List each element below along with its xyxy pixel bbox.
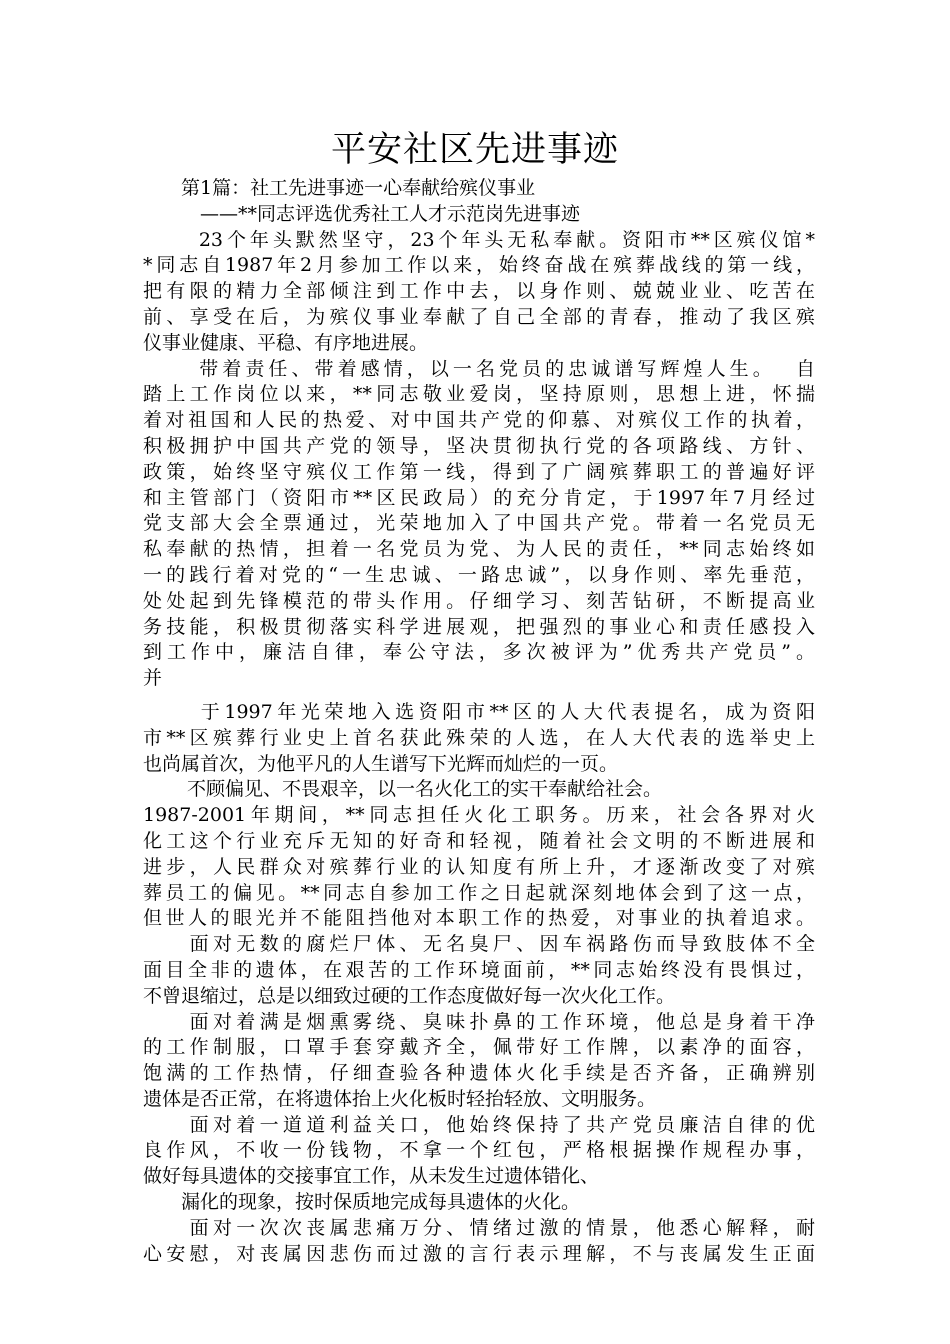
text-line: 遗体是否正常，在将遗体抬上火化板时轻抬轻放、文明服务。 xyxy=(143,1087,657,1110)
text-line: 面对一次次丧属悲痛万分、情绪过激的情景，他悉心解释，耐 xyxy=(143,1216,815,1239)
text-line: 私奉献的热情，担着一名党员为党、为人民的责任，**同志始终如 xyxy=(143,538,815,561)
text-line: 也尚属首次，为他平凡的人生谱写下光辉而灿烂的一页。 xyxy=(143,752,619,775)
document-body xyxy=(143,176,815,1267)
text-line: 第1篇：社工先进事迹一心奉献给殡仪事业 xyxy=(143,177,536,199)
text-line: 前、享受在后，为殡仪事业奉献了自己全部的青春，推动了我区殡 xyxy=(143,305,815,328)
page-title: 平安社区先进事迹 xyxy=(330,130,619,170)
text-line: 一的践行着对党的“一生忠诚、一路忠诚”，以身作则、率先垂范， xyxy=(143,563,815,586)
text-line: 到工作中，廉洁自律，奉公守法，多次被评为”优秀共产党员”。 xyxy=(143,641,815,664)
text-line: 党支部大会全票通过，光荣地加入了中国共产党。带着一名党员无 xyxy=(143,512,815,535)
text-line: 化工这个行业充斥无知的好奇和轻视，随着社会文明的不断进展和 xyxy=(143,829,815,852)
text-line: *同志自1987年2月参加工作以来，始终奋战在殡葬战线的第一线， xyxy=(143,254,815,277)
text-line: 市**区殡葬行业史上首名获此殊荣的人选，在人大代表的选举史上 xyxy=(143,726,815,749)
text-line: 1987-2001年期间，**同志担任火化工职务。历来，社会各界对火 xyxy=(143,804,815,827)
text-line: 处处起到先锋模范的带头作用。仔细学习、刻苦钻研，不断提高业 xyxy=(143,589,815,612)
text-line: 心安慰，对丧属因悲伤而过激的言行表示理解，不与丧属发生正面 xyxy=(143,1242,815,1265)
text-line: 和主管部门（资阳市**区民政局）的充分肯定，于1997年7月经过 xyxy=(143,486,815,509)
text-line: 踏上工作岗位以来，**同志敬业爱岗，坚持原则，思想上进，怀揣 xyxy=(143,383,815,406)
text-line: 不顾偏见、不畏艰辛，以一名火化工的实干奉献给社会。 xyxy=(143,778,663,801)
text-line: 面目全非的遗体，在艰苦的工作环境面前，**同志始终没有畏惧过， xyxy=(143,958,815,981)
text-line: 葬员工的偏见。**同志自参加工作之日起就深刻地体会到了这一点， xyxy=(143,881,815,904)
text-line: 的工作制服，口罩手套穿戴齐全，佩带好工作牌，以素净的面容， xyxy=(143,1036,815,1059)
text-line: 良作风，不收一份钱物，不拿一个红包，严格根据操作规程办事， xyxy=(143,1139,815,1162)
text-line: 于1997年光荣地入选资阳市**区的人大代表提名，成为资阳 xyxy=(143,700,815,723)
text-line: 饱满的工作热情，仔细查验各种遗体火化手续是否齐备，正确辨别 xyxy=(143,1062,815,1085)
text-line: 务技能，积极贯彻落实科学进展观，把强烈的事业心和责任感投入 xyxy=(143,615,815,638)
text-line: 政策，始终坚守殡仪工作第一线，得到了广阔殡葬职工的普遍好评 xyxy=(143,460,815,483)
text-line: 不曾退缩过，总是以细致过硬的工作态度做好每一次火化工作。 xyxy=(143,984,676,1007)
text-line: 漏化的现象，按时保质地完成每具遗体的火化。 xyxy=(143,1191,581,1214)
text-line: 积极拥护中国共产党的领导，坚决贯彻执行党的各项路线、方针、 xyxy=(143,434,815,457)
text-line: 做好每具遗体的交接事宜工作，从未发生过遗体错化、 xyxy=(143,1165,600,1188)
text-line: 23个年头默然坚守，23个年头无私奉献。资阳市**区殡仪馆* xyxy=(143,228,815,251)
text-line: 并 xyxy=(143,667,163,690)
text-line: 面对着满是烟熏雾绕、臭味扑鼻的工作环境，他总是身着干净 xyxy=(143,1010,815,1033)
text-line: 把有限的精力全部倾注到工作中去，以身作则、兢兢业业、吃苦在 xyxy=(143,280,815,303)
text-line: 仪事业健康、平稳、有序地进展。 xyxy=(143,331,429,354)
text-line: 着对祖国和人民的热爱、对中国共产党的仰慕、对殡仪工作的执着， xyxy=(143,409,815,432)
text-line: 面对无数的腐烂尸体、无名臭尸、因车祸路伤而导致肢体不全 xyxy=(143,933,815,956)
text-line: 面对着一道道利益关口，他始终保持了共产党员廉洁自律的优 xyxy=(143,1113,815,1136)
text-line: 但世人的眼光并不能阻挡他对本职工作的热爱，对事业的执着追求。 xyxy=(143,907,815,930)
text-line: 带着责任、带着感情，以一名党员的忠诚谱写辉煌人生。 自 xyxy=(143,357,815,380)
text-line: 进步，人民群众对殡葬行业的认知度有所上升，才逐渐改变了对殡 xyxy=(143,855,815,878)
text-line: ——**同志评选优秀社工人才示范岗先进事迹 xyxy=(143,202,581,225)
